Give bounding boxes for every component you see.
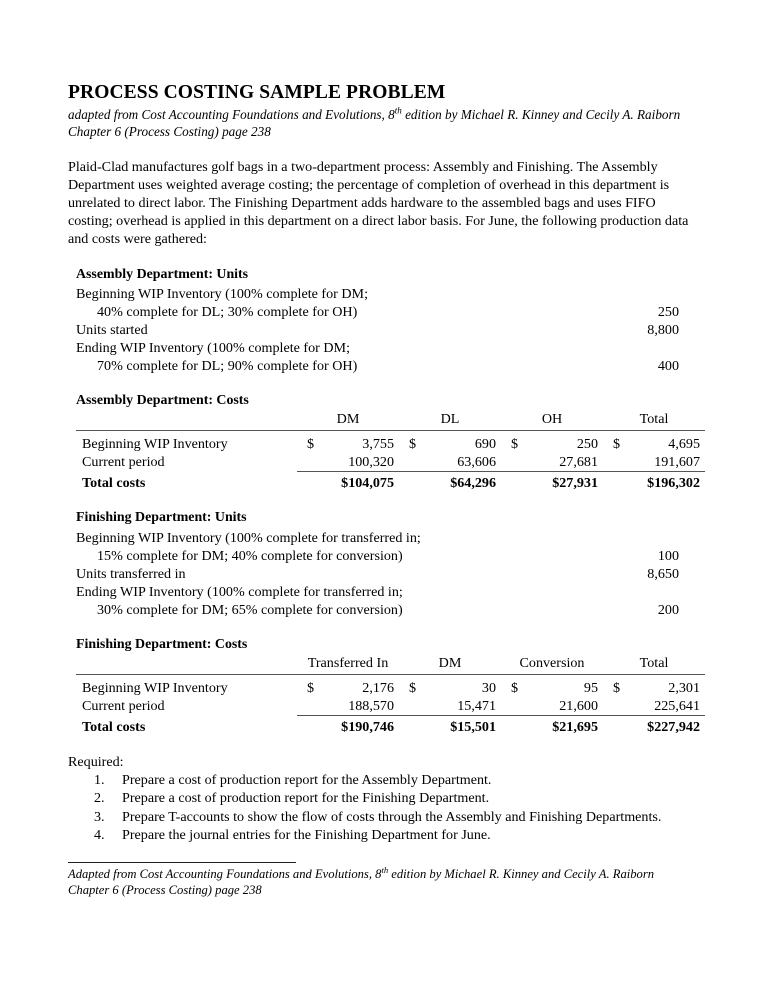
column-header-blank xyxy=(76,411,297,430)
unit-row-label: 40% complete for DL; 30% complete for OH) xyxy=(97,303,358,320)
page-footer xyxy=(68,862,700,898)
cost-cell: $190,746 xyxy=(341,719,394,736)
cost-cell: $21,695 xyxy=(552,719,598,736)
cost-amount: 95 xyxy=(583,680,598,697)
cost-cell: 63,606 xyxy=(457,454,496,471)
finishing-costs-table xyxy=(76,655,705,736)
cost-row-label: Total costs xyxy=(82,719,146,736)
cost-cell: $64,296 xyxy=(450,475,496,492)
footnote-text xyxy=(68,866,700,898)
footnote-text-post: edition by Michael R. Kinney and Cecily A. Raiborn xyxy=(388,867,655,881)
assembly-costs-rows xyxy=(76,431,705,493)
unit-row-value xyxy=(559,529,680,547)
list-item-number: 2. xyxy=(94,790,105,807)
list-item-text: Prepare a cost of production report for the Finishing Department. xyxy=(122,790,490,807)
cost-amount: 2,176 xyxy=(362,680,394,697)
list-item xyxy=(68,826,700,844)
table-header-row xyxy=(76,655,705,674)
table-row xyxy=(76,547,680,565)
ordinal-superscript: th xyxy=(381,864,389,875)
required-list xyxy=(68,771,700,843)
finishing-units-rows xyxy=(76,529,680,620)
table-row xyxy=(76,285,680,303)
list-item xyxy=(68,771,700,789)
cost-cell xyxy=(297,677,399,697)
unit-row-label: Beginning WIP Inventory (100% complete for transferred in; xyxy=(76,529,421,546)
table-row xyxy=(76,601,680,619)
list-item xyxy=(68,789,700,807)
footnote-chapter: Chapter 6 (Process Costing) page 238 xyxy=(68,883,262,898)
unit-row-value xyxy=(559,285,680,303)
cost-cell xyxy=(297,433,399,453)
cost-cell: 225,641 xyxy=(654,698,700,715)
cost-cell: 100,320 xyxy=(348,454,394,471)
table-row xyxy=(76,321,680,339)
currency-symbol: $ xyxy=(613,436,621,453)
document-attribution xyxy=(68,107,700,141)
list-item-number: 4. xyxy=(94,826,105,843)
unit-row-value xyxy=(559,339,680,357)
currency-symbol: $ xyxy=(613,680,621,697)
attribution-text-pre: adapted from Cost Accounting Foundations and Evolutions, 8 xyxy=(68,106,395,122)
table-row xyxy=(76,433,705,453)
unit-row-label: 15% complete for DM; 40% complete for conversion) xyxy=(97,547,403,564)
cost-amount: 3,755 xyxy=(362,436,394,453)
unit-row-value: 250 xyxy=(657,303,679,320)
cost-row-label: Beginning WIP Inventory xyxy=(82,436,228,453)
section-assembly-costs xyxy=(68,392,700,492)
cost-cell xyxy=(603,433,705,453)
table-row xyxy=(76,303,680,321)
currency-symbol: $ xyxy=(511,436,519,453)
assembly-costs-header xyxy=(76,411,705,430)
currency-symbol: $ xyxy=(511,680,519,697)
cost-amount: 690 xyxy=(474,436,496,453)
list-item xyxy=(68,808,700,826)
cost-cell: 191,607 xyxy=(654,454,700,471)
column-header: DM xyxy=(336,411,360,428)
cost-cell: $227,942 xyxy=(647,719,700,736)
finishing-costs-heading: Finishing Department: Costs xyxy=(76,637,248,653)
table-row xyxy=(76,677,705,697)
column-header: DL xyxy=(440,411,460,428)
column-header: OH xyxy=(541,411,563,428)
currency-symbol: $ xyxy=(307,436,315,453)
list-item-text: Prepare a cost of production report for the Assembly Department. xyxy=(122,772,492,789)
list-item-number: 3. xyxy=(94,808,105,825)
cost-cell: $15,501 xyxy=(450,719,496,736)
cost-cell xyxy=(603,677,705,697)
cost-cell: 188,570 xyxy=(348,698,394,715)
cost-cell: 27,681 xyxy=(559,454,598,471)
footnote-text-pre: Adapted from Cost Accounting Foundations and Evolutions, 8 xyxy=(68,867,382,881)
finishing-costs-header xyxy=(76,655,705,674)
required-heading: Required: xyxy=(68,754,124,771)
cost-cell: 21,600 xyxy=(559,698,598,715)
unit-row-value: 100 xyxy=(657,547,679,564)
section-finishing-units xyxy=(68,509,700,619)
table-row xyxy=(76,583,680,601)
currency-symbol: $ xyxy=(307,680,315,697)
finishing-units-heading: Finishing Department: Units xyxy=(76,510,247,526)
unit-row-label: Units transferred in xyxy=(76,565,186,582)
table-row-total xyxy=(76,474,705,492)
table-header-row xyxy=(76,411,705,430)
cost-cell: 15,471 xyxy=(457,698,496,715)
list-item-text: Prepare T-accounts to show the flow of costs through the Assembly and Finishing Departments. xyxy=(122,808,662,825)
finishing-units-table xyxy=(76,529,680,620)
unit-row-value: 8,650 xyxy=(647,565,679,582)
assembly-costs-heading: Assembly Department: Costs xyxy=(76,393,249,409)
column-header: Transferred In xyxy=(307,655,389,672)
unit-row-value: 400 xyxy=(657,358,679,375)
column-header-blank xyxy=(76,655,297,674)
column-header: Total xyxy=(639,655,669,672)
finishing-costs-rows xyxy=(76,675,705,737)
unit-row-value: 200 xyxy=(657,601,679,618)
cost-cell: $104,075 xyxy=(341,475,394,492)
column-header: Total xyxy=(639,411,669,428)
cost-cell xyxy=(501,677,603,697)
column-header: Conversion xyxy=(519,655,585,672)
cost-cell xyxy=(501,433,603,453)
cost-amount: 4,695 xyxy=(668,436,700,453)
intro-paragraph: Plaid-Clad manufactures golf bags in a two-department process: Assembly and Finishing. The Assembly Department uses weighted average costing; the percentage of completion of overhead in this department is unrelated to direct labor. The Finishing Department adds hardware to the assembled bags and uses FIFO costing; overhead is applied in this department on a direct labor basis. For June, the following production data and costs were gathered: xyxy=(68,159,689,247)
currency-symbol: $ xyxy=(409,680,417,697)
table-row xyxy=(76,357,680,375)
list-item-number: 1. xyxy=(94,772,105,789)
cost-cell: $27,931 xyxy=(552,475,598,492)
assembly-units-rows xyxy=(76,285,680,376)
attribution-text-post: edition by Michael R. Kinney and Cecily A. Raiborn xyxy=(401,106,681,122)
table-row xyxy=(76,453,705,472)
document-body xyxy=(68,82,700,844)
cost-amount: 250 xyxy=(576,436,598,453)
unit-row-label: Ending WIP Inventory (100% complete for DM; xyxy=(76,339,350,356)
section-assembly-units xyxy=(68,266,700,376)
page-title: PROCESS COSTING SAMPLE PROBLEM xyxy=(68,82,446,103)
cost-cell xyxy=(399,433,501,453)
attribution-chapter: Chapter 6 (Process Costing) page 238 xyxy=(68,123,271,139)
cost-amount: 30 xyxy=(481,680,496,697)
section-finishing-costs xyxy=(68,636,700,736)
unit-row-label: 70% complete for DL; 90% complete for OH) xyxy=(97,358,358,375)
currency-symbol: $ xyxy=(409,436,417,453)
table-row xyxy=(76,529,680,547)
ordinal-superscript: th xyxy=(394,105,402,116)
list-item-text: Prepare the journal entries for the Finishing Department for June. xyxy=(122,826,491,843)
cost-row-label: Current period xyxy=(82,454,165,471)
cost-cell xyxy=(399,677,501,697)
unit-row-value xyxy=(559,583,680,601)
table-row xyxy=(76,697,705,716)
table-row xyxy=(76,339,680,357)
unit-row-value: 8,800 xyxy=(647,321,679,338)
table-row xyxy=(76,565,680,583)
unit-row-label: Units started xyxy=(76,321,148,338)
assembly-costs-table xyxy=(76,411,705,492)
column-header: DM xyxy=(438,655,462,672)
cost-row-label: Beginning WIP Inventory xyxy=(82,680,228,697)
cost-row-label: Total costs xyxy=(82,475,146,492)
cost-amount: 2,301 xyxy=(668,680,700,697)
table-row-total xyxy=(76,718,705,736)
footnote-separator-rule xyxy=(68,862,296,863)
assembly-units-heading: Assembly Department: Units xyxy=(76,266,249,282)
section-required xyxy=(68,753,700,843)
cost-row-label: Current period xyxy=(82,698,165,715)
unit-row-label: Beginning WIP Inventory (100% complete for DM; xyxy=(76,285,368,302)
unit-row-label: 30% complete for DM; 65% complete for conversion) xyxy=(97,601,403,618)
unit-row-label: Ending WIP Inventory (100% complete for transferred in; xyxy=(76,583,403,600)
cost-cell: $196,302 xyxy=(647,475,700,492)
assembly-units-table xyxy=(76,285,680,376)
